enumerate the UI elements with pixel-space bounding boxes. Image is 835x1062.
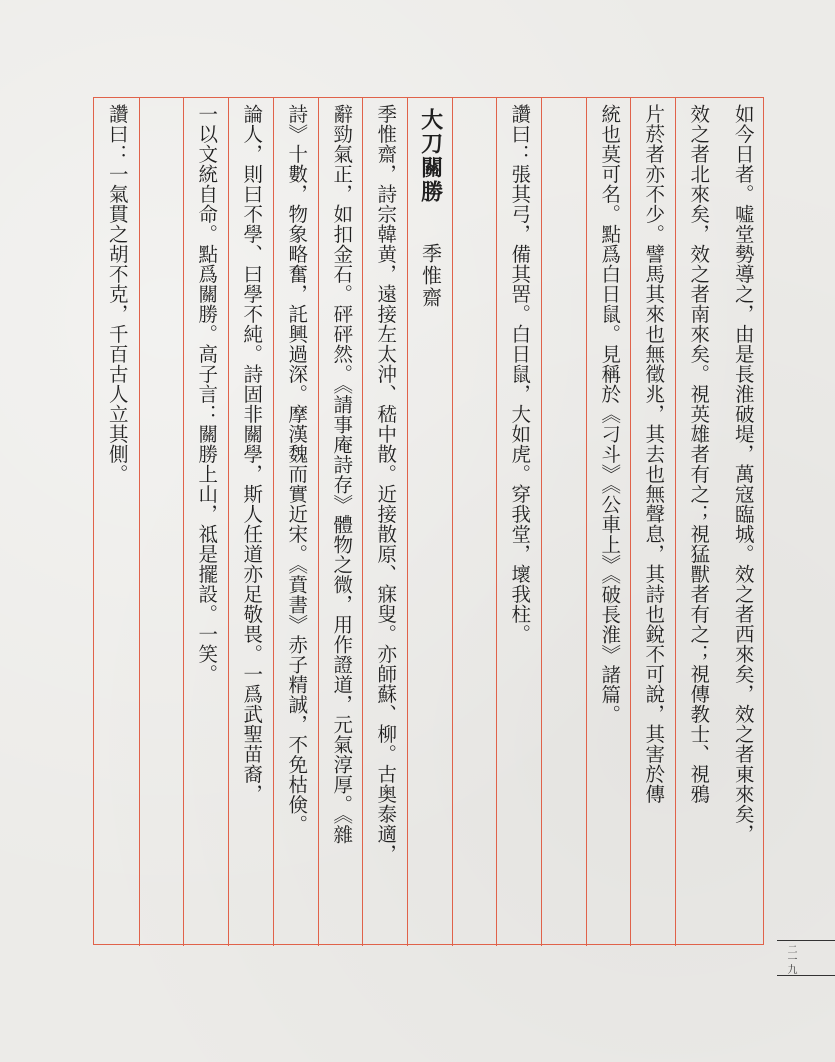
column-4 bbox=[586, 98, 631, 946]
column-text: 詩》十數，物象略奮，託興過深。摩漢魏而實近宋。《賁書》赤子精誠，不免枯倹。 bbox=[285, 104, 309, 835]
column-heading bbox=[407, 98, 452, 946]
column-text: 辭勁氣正，如扣金石。砰砰然。《請事庵詩存》體物之微，用作證道，元氣淳厚。《雜 bbox=[330, 104, 354, 845]
column-text: 讚曰：一氣貫之胡不克，千百古人立其側。 bbox=[105, 104, 129, 484]
column-12 bbox=[228, 98, 273, 946]
column-text: 統也莫可名。點爲白日鼠。見稱於《刁斗》《公車上》《破長淮》諸篇。 bbox=[598, 104, 622, 725]
column-15 bbox=[94, 98, 139, 946]
column-13 bbox=[183, 98, 228, 946]
column-6 bbox=[496, 98, 541, 946]
column-text: 如今日者。噓堂勢導之，由是長淮破堤，萬寇臨城。效之者西來矣，效之者東來矣， bbox=[731, 104, 755, 844]
column-text: 效之者北來矣，效之者南來矣。視英雄者有之；視猛獸者有之；視傳教士、視鴉 bbox=[687, 104, 711, 804]
divider bbox=[777, 940, 835, 941]
page-number: 二一九 bbox=[785, 944, 796, 974]
column-5-empty bbox=[541, 98, 586, 946]
column-text: 論人，則曰不學、曰學不純。詩固非關學，斯人任道亦足敬畏。一爲武聖苗裔， bbox=[240, 104, 264, 804]
column-10 bbox=[318, 98, 363, 946]
column-text: 片菸者亦不少。譬馬其來也無徵兆，其去也無聲息，其詩也銳不可說，其害於傳 bbox=[642, 104, 666, 804]
column-text: 一以文統自命。點爲關勝。高子言：關勝上山，祗是擺設。一笑。 bbox=[195, 104, 219, 684]
column-1 bbox=[720, 98, 765, 946]
column-text: 讚曰：張其弓，備其罟。白日鼠，大如虎。穿我堂，壞我柱。 bbox=[508, 104, 532, 644]
column-7-empty bbox=[452, 98, 497, 946]
section-author: 季惟齋 bbox=[418, 243, 443, 309]
column-2 bbox=[675, 98, 720, 946]
column-9 bbox=[362, 98, 407, 946]
column-11 bbox=[273, 98, 318, 946]
column-3 bbox=[630, 98, 675, 946]
section-title: 大刀關勝 bbox=[417, 108, 444, 204]
page-number-box bbox=[777, 940, 835, 976]
divider bbox=[777, 975, 835, 976]
column-14-empty bbox=[139, 98, 184, 946]
column-text: 季惟齋，詩宗韓黄，遠接左太沖、嵇中散。近接散原、寐叟。亦師蘇、柳。古奥泰適， bbox=[374, 104, 398, 864]
manuscript-grid bbox=[93, 97, 764, 945]
